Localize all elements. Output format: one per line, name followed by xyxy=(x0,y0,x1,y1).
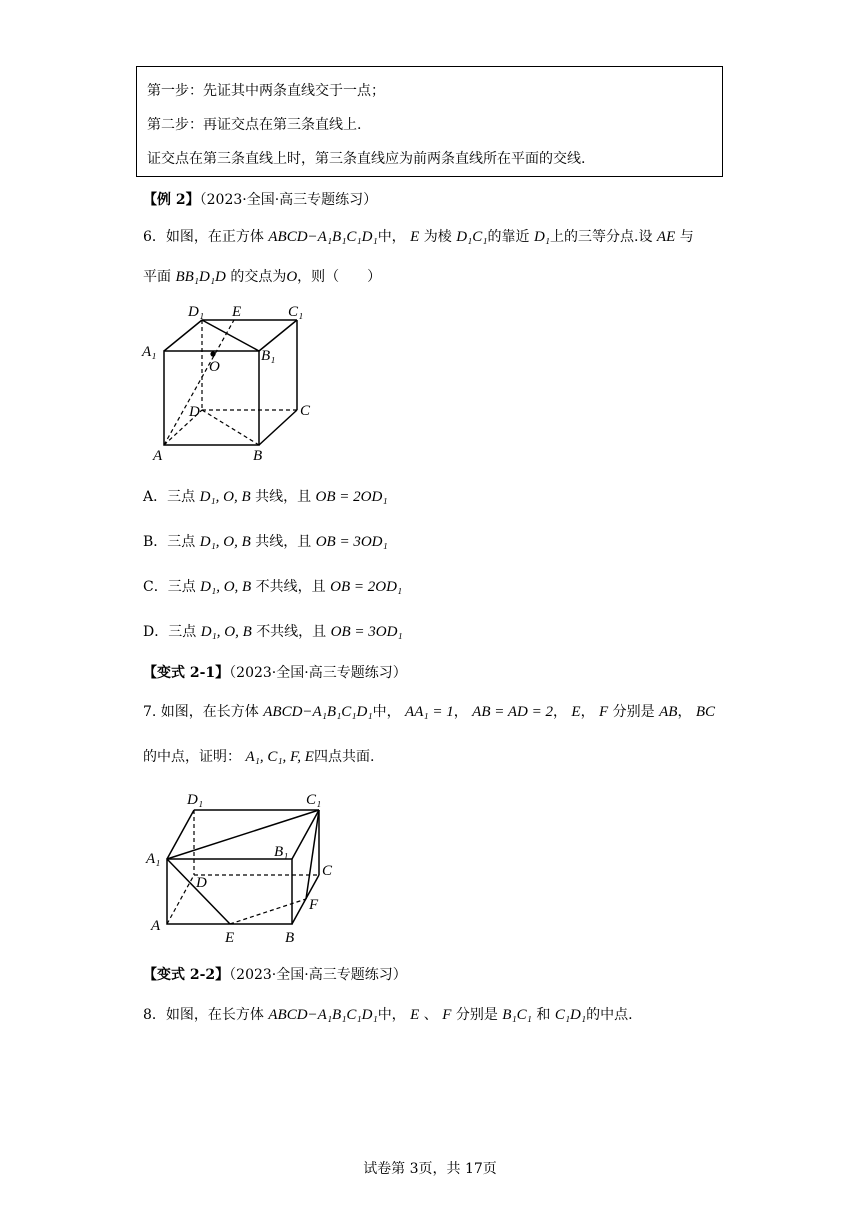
option-text: 不共线，且 xyxy=(256,624,327,640)
q6-text: ，则（ ） xyxy=(297,269,382,285)
label-b: B xyxy=(285,930,295,946)
q7-text: 的中点，证明： xyxy=(143,749,241,765)
q6-text: 为棱 xyxy=(423,229,452,245)
label-b: B xyxy=(253,448,263,464)
q8-text: 的中点. xyxy=(586,1007,633,1023)
variant21-tag: 【变式 2-1】 xyxy=(143,665,230,681)
q6-plane: BB₁D₁D xyxy=(175,269,226,285)
example2-header xyxy=(143,189,377,209)
option-b[interactable] xyxy=(143,531,388,551)
q7-eq-ab-ad: AB = AD = 2 xyxy=(472,704,553,720)
q6-text: 中， xyxy=(377,229,406,245)
option-d[interactable] xyxy=(143,621,403,641)
q7-text: 四点共面. xyxy=(313,749,375,765)
method-note: 证交点在第三条直线上时，第三条直线应为前两条直线所在平面的交线. xyxy=(147,151,586,167)
option-c[interactable] xyxy=(143,576,402,596)
q7-text: ， xyxy=(453,704,468,720)
variant21-source: （2023·全国·高三专题练习） xyxy=(229,665,407,681)
option-text: 共线，且 xyxy=(255,534,312,550)
variant22-source: （2023·全国·高三专题练习） xyxy=(229,967,407,983)
hidden-segment-ae xyxy=(164,320,234,445)
edge-a1d1 xyxy=(164,320,202,351)
q7-text: ， xyxy=(677,704,692,720)
option-equation: OB = 3OD₁ xyxy=(330,624,403,640)
option-points: D₁, O, B xyxy=(200,579,252,595)
q6-segment-ae: AE xyxy=(656,229,676,245)
q8-number: 8．如图，在长方体 xyxy=(143,1007,264,1023)
example2-tag: 【例 2】 xyxy=(143,192,200,208)
q7-segment-bc: BC xyxy=(695,704,716,720)
option-text: 三点 xyxy=(167,489,196,505)
label-d: D xyxy=(196,875,207,891)
q6-point-e: E xyxy=(410,229,420,245)
hidden-diag-db xyxy=(202,410,259,445)
q7-solid: ABCD−A₁B₁C₁D₁ xyxy=(263,704,373,720)
q6-line2 xyxy=(143,266,381,286)
edge-b1c1 xyxy=(259,320,297,351)
q8-solid: ABCD−A₁B₁C₁D₁ xyxy=(268,1007,378,1023)
label-b1: B₁ xyxy=(261,348,276,364)
example2-source: （2023·全国·高三专题练习） xyxy=(199,192,378,208)
label-a: A xyxy=(151,918,161,934)
option-a[interactable] xyxy=(143,486,388,506)
variant22-tag: 【变式 2-2】 xyxy=(143,967,230,983)
q7-line1 xyxy=(143,701,715,721)
edge-bc xyxy=(259,410,297,445)
label-a1: A₁ xyxy=(142,344,157,360)
q6-text: 上的三等分点.设 xyxy=(550,229,653,245)
page-footer: 试卷第 3页，共 17页 xyxy=(363,1161,497,1177)
q7-number: 7. 如图，在长方体 xyxy=(143,704,259,720)
label-e: E xyxy=(225,930,235,946)
option-letter: B． xyxy=(143,534,168,550)
q6-text: 的交点为 xyxy=(230,269,287,285)
label-f: F xyxy=(309,897,319,913)
point-o xyxy=(210,351,215,356)
cuboid-figure xyxy=(140,784,340,950)
q6-point-o: O xyxy=(286,269,298,285)
option-text: 三点 xyxy=(167,579,196,595)
q7-text: ， xyxy=(552,704,567,720)
option-letter: A． xyxy=(143,489,168,505)
variant22-header xyxy=(143,964,407,984)
q7-points: A₁, C₁, F, E xyxy=(245,749,314,765)
q7-text: 分别是 xyxy=(612,704,655,720)
option-letter: C． xyxy=(143,579,168,595)
q8-text: 分别是 xyxy=(455,1007,498,1023)
q6-line1 xyxy=(143,226,694,246)
option-points: D₁, O, B xyxy=(199,534,251,550)
method-step1: 第一步：先证其中两条直线交于一点； xyxy=(147,83,385,99)
label-e: E xyxy=(232,304,242,320)
q7-text: ， xyxy=(580,704,595,720)
label-b1: B₁ xyxy=(274,844,289,860)
q8-point-e: E xyxy=(410,1007,420,1023)
variant21-header xyxy=(143,662,407,682)
label-c: C xyxy=(322,863,333,879)
q8-text: 中， xyxy=(377,1007,406,1023)
q6-edge: D₁C₁ xyxy=(456,229,488,245)
q8-segment-b1c1: B₁C₁ xyxy=(502,1007,532,1023)
q8-point-f: F xyxy=(442,1007,452,1023)
option-text: 三点 xyxy=(168,624,197,640)
option-equation: OB = 3OD₁ xyxy=(315,534,388,550)
option-text: 不共线，且 xyxy=(255,579,326,595)
option-letter: D． xyxy=(143,624,169,640)
q8-text: 和 xyxy=(536,1007,551,1023)
label-o: O xyxy=(209,359,220,375)
option-points: D₁, O, B xyxy=(200,624,252,640)
cuboid-front-face xyxy=(167,859,292,924)
q7-line2 xyxy=(143,746,374,766)
q7-point-e: E xyxy=(571,704,581,720)
label-a: A xyxy=(153,448,163,464)
q6-text: 与 xyxy=(679,229,694,245)
option-equation: OB = 2OD₁ xyxy=(330,579,403,595)
q6-solid: ABCD−A₁B₁C₁D₁ xyxy=(268,229,378,245)
q8-segment-c1d1: C₁D₁ xyxy=(554,1007,587,1023)
label-c1: C₁ xyxy=(306,792,322,808)
label-a1: A₁ xyxy=(146,851,161,867)
label-d1: D₁ xyxy=(187,792,204,808)
method-box xyxy=(136,66,723,177)
q8-text: 、 xyxy=(423,1007,438,1023)
q7-text: 中， xyxy=(372,704,401,720)
q7-eq-aa1: AA₁ = 1 xyxy=(405,704,454,720)
option-points: D₁, O, B xyxy=(199,489,251,505)
label-d: D xyxy=(189,404,200,420)
label-c1: C₁ xyxy=(288,304,304,320)
diag-d1b1 xyxy=(202,320,259,351)
option-equation: OB = 2OD₁ xyxy=(315,489,388,505)
option-text: 三点 xyxy=(167,534,196,550)
option-text: 共线，且 xyxy=(255,489,312,505)
label-c: C xyxy=(300,403,311,419)
segment-a1e xyxy=(167,859,230,924)
method-step2: 第二步：再证交点在第三条直线上. xyxy=(147,117,362,133)
label-d1: D₁ xyxy=(188,304,205,320)
q6-text: 的靠近 xyxy=(487,229,530,245)
q7-point-f: F xyxy=(599,704,609,720)
q6-point-d1: D₁ xyxy=(533,229,551,245)
cube-figure xyxy=(140,298,330,466)
q6-text: 平面 xyxy=(143,269,171,285)
q6-number: 6．如图，在正方体 xyxy=(143,229,264,245)
q8-line1 xyxy=(143,1004,633,1024)
q7-segment-ab: AB xyxy=(659,704,678,720)
